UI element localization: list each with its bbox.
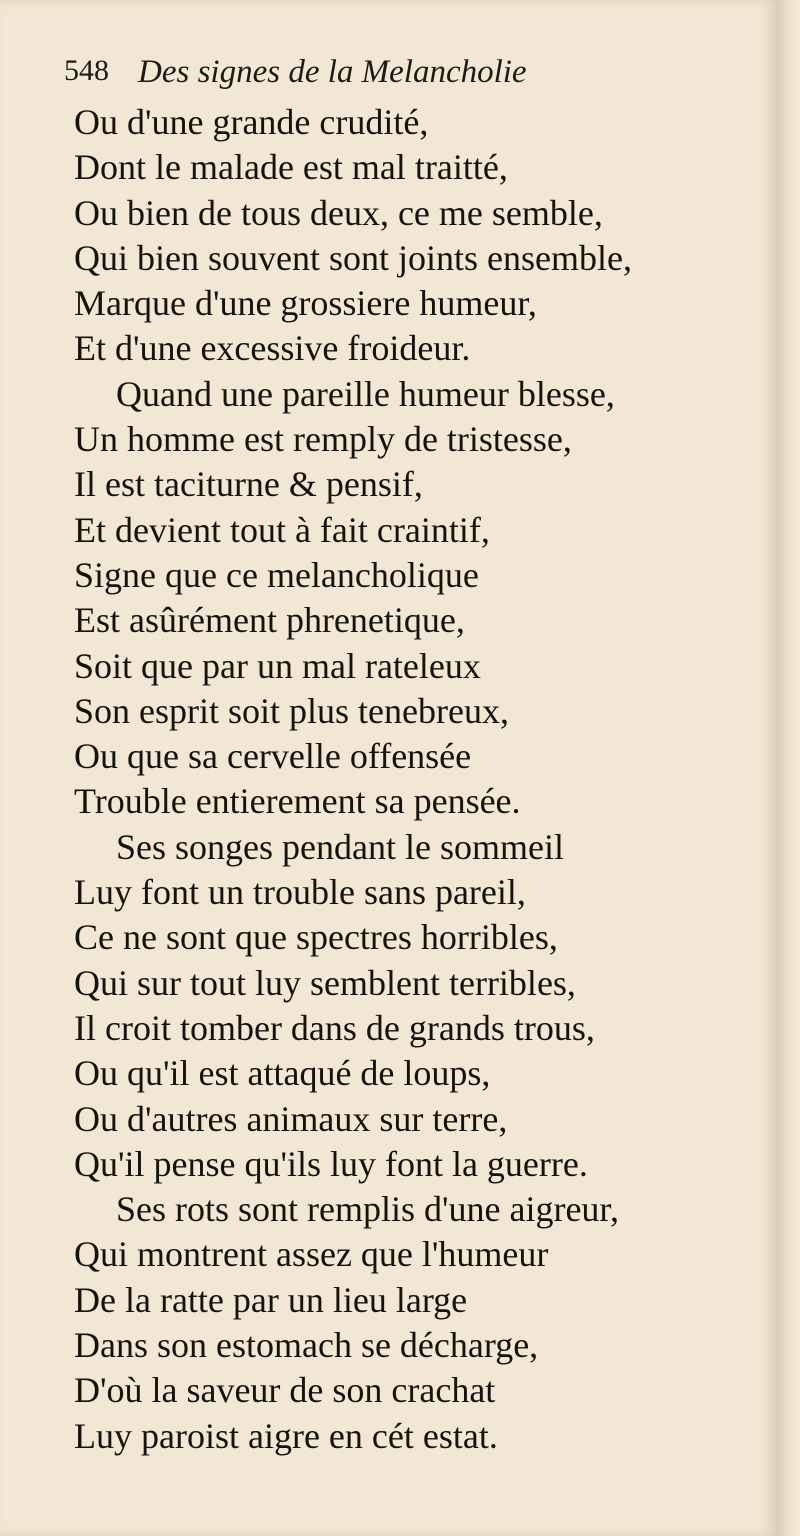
poem-text: [74, 100, 774, 1459]
poem-line: Qu'il pense qu'ils luy font la guerre.: [74, 1143, 588, 1184]
poem-line: Est asûrément phrenetique,: [74, 600, 465, 641]
poem-line: Ou que sa cervelle offensée: [74, 736, 472, 777]
poem-line: Son esprit soit plus tenebreux,: [74, 690, 509, 731]
poem-line: D'où la saveur de son crachat: [74, 1370, 496, 1411]
poem-line: Et devient tout à fait craintif,: [74, 509, 490, 550]
poem-line: Qui montrent assez que l'humeur: [74, 1234, 549, 1275]
poem-line: Dans son estomach se décharge,: [74, 1325, 539, 1366]
poem-line: Qui bien souvent sont joints ensemble,: [74, 237, 632, 278]
poem-line: Trouble entierement sa pensée.: [74, 781, 521, 822]
page-gutter: [776, 0, 800, 1536]
poem-line: Ses songes pendant le sommeil: [116, 826, 564, 867]
poem-line: Luy font un trouble sans pareil,: [74, 872, 526, 913]
poem-line: Ou bien de tous deux, ce me semble,: [74, 192, 603, 233]
poem-line: Un homme est remply de tristesse,: [74, 419, 572, 460]
page-number: 548: [64, 54, 109, 87]
poem-line: Ou qu'il est attaqué de loups,: [74, 1053, 491, 1094]
running-title: Des signes de la Melancholie: [138, 54, 527, 90]
poem-line: Il est taciturne & pensif,: [74, 464, 423, 505]
poem-line: Signe que ce melancholique: [74, 554, 479, 595]
poem-line: De la ratte par un lieu large: [74, 1279, 468, 1320]
poem-line: Il croit tomber dans de grands trous,: [74, 1007, 595, 1048]
poem-line: Et d'une excessive froideur.: [74, 328, 471, 369]
poem-line: Qui sur tout luy semblent terribles,: [74, 962, 576, 1003]
poem-line: Ou d'une grande crudité,: [74, 102, 429, 142]
poem-line: Ses rots sont remplis d'une aigreur,: [116, 1189, 619, 1230]
poem-line: Ce ne sont que spectres horribles,: [74, 917, 558, 958]
poem-line: Dont le malade est mal traitté,: [74, 147, 508, 188]
poem-line: Ou d'autres animaux sur terre,: [74, 1098, 508, 1139]
poem-line: Marque d'une grossiere humeur,: [74, 283, 537, 324]
poem-line: Luy paroist aigre en cét estat.: [74, 1415, 498, 1456]
poem-line: Soit que par un mal rateleux: [74, 645, 481, 686]
poem-line: Quand une pareille humeur blesse,: [116, 373, 615, 414]
